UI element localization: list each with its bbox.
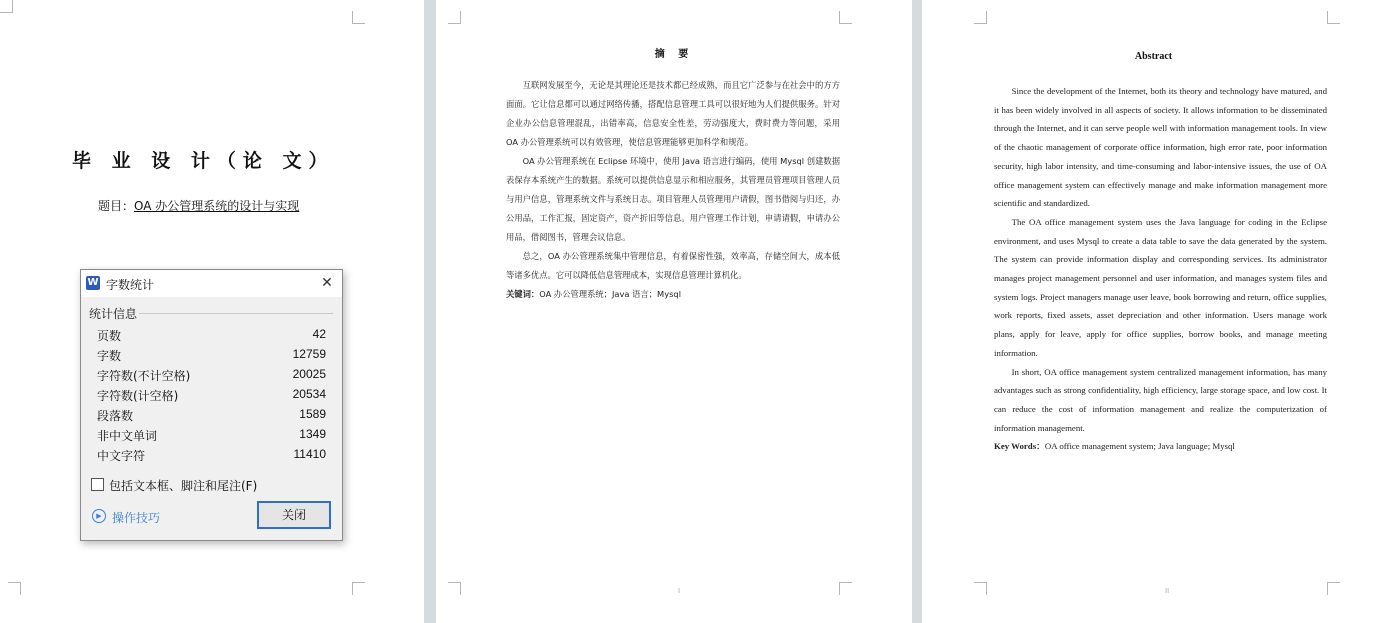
tips-label[interactable]: 操作技巧 xyxy=(112,511,161,525)
stat-label: 中文字符 xyxy=(97,449,146,463)
topic-value: OA 办公管理系统的设计与实现 xyxy=(134,199,300,213)
page-corner-mark xyxy=(839,11,852,24)
stat-label: 字数 xyxy=(97,349,122,363)
stat-value: 1349 xyxy=(299,427,326,441)
play-circle-icon: ▶ xyxy=(92,509,106,523)
page-corner-mark xyxy=(448,582,461,595)
keywords-text: OA office management system; Java language; Mysql xyxy=(1044,441,1235,452)
group-divider xyxy=(139,313,333,314)
stat-row-words xyxy=(97,345,326,365)
page-corner-mark xyxy=(974,11,987,24)
statistics-group-label: 统计信息 xyxy=(89,307,138,321)
stat-row-chars-with-spaces xyxy=(97,385,326,405)
page-corner-mark xyxy=(352,11,365,24)
page-corner-mark xyxy=(1327,582,1340,595)
stat-row-chars-no-spaces xyxy=(97,365,326,385)
stat-row-pages xyxy=(97,325,326,345)
keywords-text: OA 办公管理系统；Java 语言；Mysql xyxy=(539,289,681,299)
abstract-body-en xyxy=(994,82,1327,456)
stat-value: 12759 xyxy=(292,347,326,361)
abstract-paragraph: 总之，OA 办公管理系统集中管理信息，有着保密性强，效率高，存储空间大，成本低等诸多优点。它可以降低信息管理成本，实现信息管理计算机化。 xyxy=(506,251,840,280)
abstract-heading-cn: 摘 要 xyxy=(654,49,694,60)
topic-prefix: 题目： xyxy=(98,199,135,213)
abstract-paragraph: In short, OA office management system centralized management information, has many advantages such as strong confidentiality, high efficiency, large storage space, and low cost. It can reduce the cost of information management and realize the computerization of information management. xyxy=(994,366,1327,433)
stat-row-paragraphs xyxy=(97,405,326,425)
stat-value: 1589 xyxy=(299,407,326,421)
stat-label: 字符数(不计空格) xyxy=(97,369,191,383)
page-corner-mark xyxy=(974,582,987,595)
page-corner-mark xyxy=(352,582,365,595)
page-corner-mark xyxy=(1327,11,1340,24)
abstract-heading-en: Abstract xyxy=(1134,51,1173,62)
abstract-paragraph: The OA office management system uses the Java language for coding in the Eclipse environment, and uses Mysql to create a data table to save the data generated by the system. The system can provide information display and corresponding services. Its administrator manages project management personnel and user information, and manages system files and system logs. Project managers manage user leave, book borrowing and return, office supplies, work reports, fixed assets, asset depreciation and other information. Users manage work plans, apply for leave, apply for office supplies, borrow books, and manage meeting information. xyxy=(994,216,1327,358)
page-corner-mark xyxy=(0,0,13,13)
word-count-dialog xyxy=(80,269,343,541)
include-textboxes-checkbox[interactable] xyxy=(91,478,104,491)
keywords-label: 关键词： xyxy=(506,289,540,299)
page-corner-mark xyxy=(8,582,21,595)
page-corner-mark xyxy=(839,582,852,595)
abstract-paragraph: OA 办公管理系统在 Eclipse 环境中，使用 Java 语言进行编码，使用 Mysql 创建数据表保存本系统产生的数据。系统可以提供信息显示和相应服务，其管理员管理项目管理人员与用户信息，管理系统文件与系统日志。项目管理人员管理用户请假，图书借阅与归还，办公用品，工作汇报，固定资产，资产折旧等信息。用户管理工作计划，申请请假，申请办公用品，借阅图书，管理会议信息。 xyxy=(506,156,840,242)
keywords-line xyxy=(506,285,840,304)
abstract-paragraph: Since the development of the Internet, both its theory and technology have matured, and it has been widely involved in all aspects of society. It allows information to be disseminated through the Internet, and it can serve people well with information management tools. In view of the chaotic management of corporate office information, high error rate, poor information security, high labor intensity, and time-consuming and labor-intensive issues, the use of OA office management system can effectively manage and make information management more scientific and standardized. xyxy=(994,86,1327,209)
dialog-title: 字数统计 xyxy=(106,278,155,292)
stat-value: 20534 xyxy=(292,387,326,401)
statistics-list xyxy=(97,325,326,465)
document-page-2 xyxy=(436,0,912,623)
page-corner-mark xyxy=(448,11,461,24)
abstract-body-cn xyxy=(506,76,840,304)
stat-label: 字符数(计空格) xyxy=(97,389,179,403)
document-page-3 xyxy=(922,0,1385,623)
word-app-icon: W xyxy=(87,277,99,288)
stat-label: 段落数 xyxy=(97,409,134,423)
close-button[interactable]: 关闭 xyxy=(257,501,331,529)
stat-value: 20025 xyxy=(292,367,326,381)
include-textboxes-label[interactable]: 包括文本框、脚注和尾注(F) xyxy=(109,479,258,493)
keywords-line xyxy=(994,437,1327,456)
page-number: II xyxy=(1165,587,1170,595)
stat-value: 11410 xyxy=(293,447,326,461)
stat-label: 非中文单词 xyxy=(97,429,158,443)
stat-row-non-chinese-words xyxy=(97,425,326,445)
dialog-titlebar[interactable] xyxy=(81,270,342,297)
stat-value: 42 xyxy=(312,327,326,341)
cover-title: 毕 业 设 计（论 文） xyxy=(72,150,335,172)
page-number: I xyxy=(678,587,681,595)
stat-label: 页数 xyxy=(97,329,122,343)
close-icon[interactable]: ✕ xyxy=(321,275,333,291)
keywords-label: Key Words： xyxy=(994,441,1045,452)
stat-row-chinese-chars xyxy=(97,445,326,465)
topic-line xyxy=(98,197,299,214)
abstract-paragraph: 互联网发展至今，无论是其理论还是技术都已经成熟，而且它广泛参与在社会中的方方面面。它让信息都可以通过网络传播，搭配信息管理工具可以很好地为人们提供服务。针对企业办公信息管理混乱，出错率高，信息安全性差，劳动强度大，费时费力等问题，采用 OA 办公管理系统可以有效管理，使信息管理能够更加科学和规范。 xyxy=(506,80,840,147)
